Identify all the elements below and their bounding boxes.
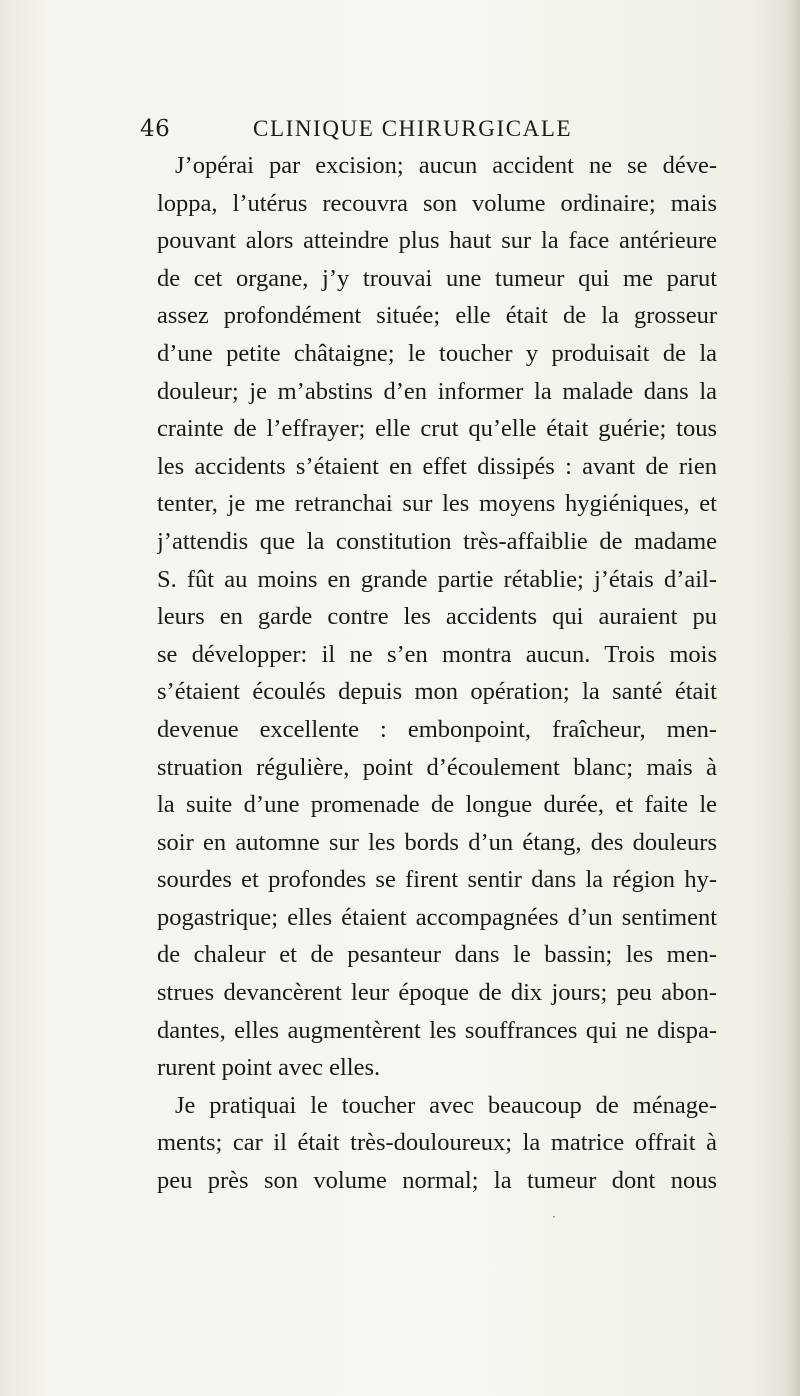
text-line: dantes, elles augmentèrent les souffrances qui ne dispa- [157, 1016, 717, 1044]
text-line: J’opérai par excision; aucun accident ne se déve- [175, 152, 717, 179]
running-title: CLINIQUE CHIRURGICALE [253, 116, 573, 141]
text-line: S. fût au moins en grande partie rétablie; j’étais d’ail- [157, 565, 717, 593]
text-line: de cet organe, j’y trouvai une tumeur qui me parut [157, 264, 717, 292]
text-line: Je pratiquai le toucher avec beaucoup de ménage- [175, 1091, 717, 1119]
text-line: struation régulière, point d’écoulement blanc; mais à [157, 753, 717, 781]
text-line: rurent point avec elles. [157, 1054, 381, 1082]
text-line: loppa, l’utérus recouvra son volume ordinaire; mais [157, 189, 717, 217]
text-line: assez profondément située; elle était de la grosseur [157, 302, 717, 330]
text-line: tenter, je me retranchai sur les moyens hygiéniques, et [157, 490, 717, 518]
text-line: j’attendis que la constitution très-affaiblie de madame [157, 527, 717, 555]
page-speck: · [552, 1210, 556, 1224]
text-line: douleur; je m’abstins d’en informer la malade dans la [157, 377, 717, 405]
text-line: la suite d’une promenade de longue durée, et faite le [157, 791, 717, 819]
text-line: s’étaient écoulés depuis mon opération; la santé était [157, 678, 717, 706]
text-line: crainte de l’effrayer; elle crut qu’elle était guérie; tous [157, 415, 717, 443]
text-line: devenue excellente : embonpoint, fraîcheur, men- [157, 715, 717, 743]
text-line: strues devancèrent leur époque de dix jours; peu abon- [157, 979, 717, 1007]
text-line: ments; car il était très-douloureux; la matrice offrait à [157, 1129, 717, 1157]
body-text [157, 147, 717, 1200]
text-line: de chaleur et de pesanteur dans le bassin; les men- [157, 941, 717, 969]
text-line: se développer: il ne s’en montra aucun. Trois mois [157, 640, 717, 668]
page-number: 46 [140, 116, 171, 142]
text-line: d’une petite châtaigne; le toucher y produisait de la [157, 339, 717, 367]
text-line: leurs en garde contre les accidents qui auraient pu [157, 603, 717, 631]
text-line: pouvant alors atteindre plus haut sur la face antérieure [157, 227, 717, 255]
text-line: les accidents s’étaient en effet dissipés : avant de rien [157, 452, 717, 480]
text-line: sourdes et profondes se firent sentir dans la région hy- [157, 866, 717, 894]
text-line: soir en automne sur les bords d’un étang, des douleurs [157, 828, 717, 856]
text-line: pogastrique; elles étaient accompagnées d’un sentiment [157, 903, 717, 931]
page-edge-shadow [786, 0, 800, 1396]
text-line: peu près son volume normal; la tumeur dont nous [157, 1167, 717, 1195]
